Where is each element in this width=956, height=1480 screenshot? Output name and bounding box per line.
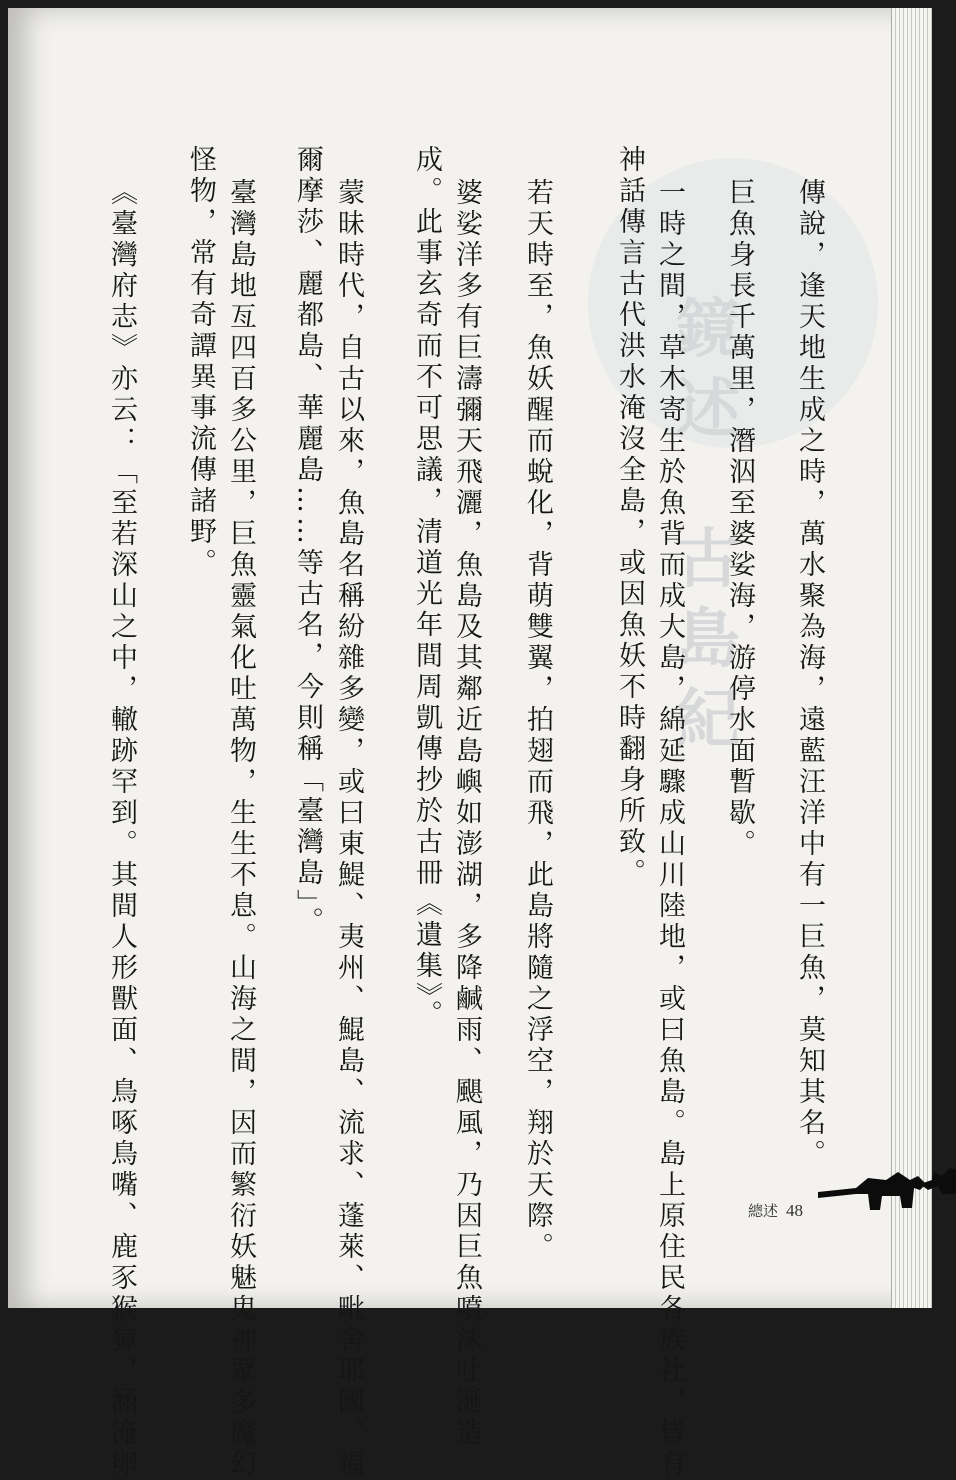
page-edges xyxy=(891,8,932,1308)
text-column: 爾摩莎、麗都島、華麗島……等古名，今則稱「臺灣島」。 xyxy=(292,145,323,938)
text-column: 成。此事玄奇而不可思議，清道光年間周凱傳抄於古冊《遺集》。 xyxy=(411,145,442,1031)
text-column: 婆娑洋多有巨濤彌天飛灑，魚島及其鄰近島嶼如澎湖，多降鹹雨、颶風，乃因巨魚噴沫吐涎造 xyxy=(451,178,482,1449)
text-column: 臺灣島地亙四百多公里，巨魚靈氣化吐萬物，生生不息。山海之間，因而繁衍妖魅鬼神眾多魔幻 xyxy=(225,178,256,1480)
watermark-char: 鏡 xyxy=(676,292,740,367)
text-column: 傳說，逢天地生成之時，萬水聚為海，遠藍汪洋中有一巨魚，莫知其名。 xyxy=(794,178,825,1170)
text-column: 一時之間，草木寄生於魚背而成大島，綿延驟成山川陸地，或曰魚島。島上原住民各族社，皆有 xyxy=(654,178,685,1480)
text-column: 怪物，常有奇譚異事流傳諸野。 xyxy=(185,145,216,579)
text-column: 巨魚身長千萬里，潛泅至婆娑海，游停水面暫歇。 xyxy=(724,178,755,860)
page-footer xyxy=(748,1200,803,1221)
text-column: 《臺灣府志》亦云：「至若深山之中，轍跡罕到。其間人形獸面、鳥啄鳥嘴、鹿豕猴獐，涵淹卵 xyxy=(106,178,137,1480)
watermark-char: 紀 xyxy=(676,682,740,757)
text-column: 蒙昧時代，自古以來，魚島名稱紛雜多變，或曰東鯷、夷州、鯤島、流求、蓬萊、毗舍耶國、福 xyxy=(333,178,364,1480)
text-column: 若天時至，魚妖醒而蛻化，背萌雙翼，拍翅而飛，此島將隨之浮空，翔於天際。 xyxy=(522,178,553,1263)
text-column: 神話傳言古代洪水淹沒全島，或因魚妖不時翻身所致。 xyxy=(614,145,645,889)
watermark-char: 古 xyxy=(676,522,740,597)
watermark-char: 述 xyxy=(676,372,740,447)
page-number: 48 xyxy=(786,1201,804,1220)
section-label: 總述 xyxy=(748,1202,779,1220)
watermark-char: 島 xyxy=(676,602,740,677)
silhouette-creature-icon xyxy=(816,1150,956,1230)
